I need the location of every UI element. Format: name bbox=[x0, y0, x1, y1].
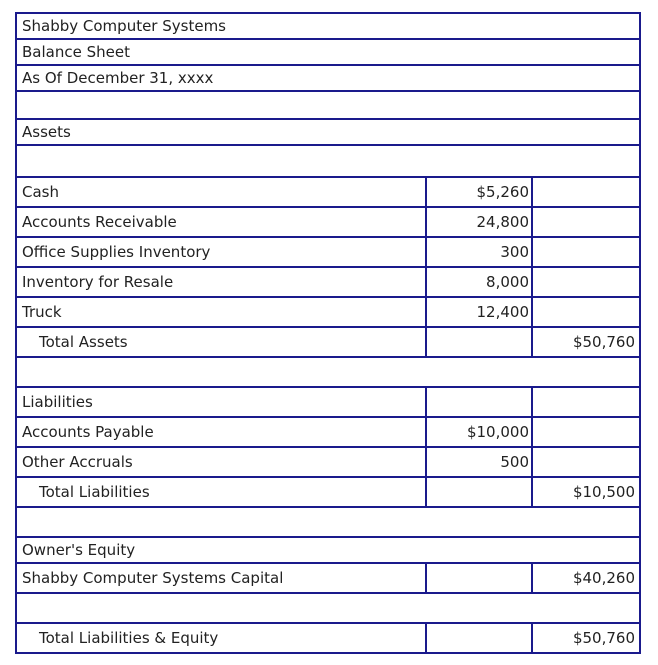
table-row bbox=[15, 236, 641, 268]
line-item-label: Office Supplies Inventory bbox=[22, 243, 211, 261]
blank-row bbox=[15, 144, 641, 178]
line-item-label-cell bbox=[15, 296, 429, 328]
table-row bbox=[15, 266, 641, 298]
amount-cell bbox=[425, 416, 535, 448]
total-liabilities-label-cell bbox=[15, 476, 429, 508]
line-item-amount: 12,400 bbox=[476, 303, 529, 321]
amount-cell bbox=[425, 266, 535, 298]
line-item-label: Truck bbox=[22, 303, 62, 321]
blank-cell bbox=[15, 506, 641, 538]
equity-heading: Owner's Equity bbox=[22, 541, 136, 559]
grand-total-label-cell bbox=[15, 622, 429, 654]
amount-cell bbox=[425, 176, 535, 208]
amount-cell bbox=[425, 236, 535, 268]
table-row bbox=[15, 206, 641, 238]
title-cell bbox=[15, 38, 641, 66]
assets-heading-cell bbox=[15, 118, 641, 146]
capital-label: Shabby Computer Systems Capital bbox=[22, 569, 284, 587]
total-liabilities-row bbox=[15, 476, 641, 508]
total-assets-row bbox=[15, 326, 641, 358]
amount-cell bbox=[425, 326, 535, 358]
assets-heading-row bbox=[15, 118, 641, 146]
date-cell bbox=[15, 64, 641, 92]
total-liabilities-amount: $10,500 bbox=[572, 483, 635, 501]
line-item-label: Accounts Receivable bbox=[22, 213, 177, 231]
company-cell bbox=[15, 12, 641, 40]
line-item-label-cell bbox=[15, 236, 429, 268]
blank-cell bbox=[15, 144, 641, 178]
capital-amount: $40,260 bbox=[572, 569, 635, 587]
capital-cell bbox=[531, 562, 641, 594]
liabilities-heading-cell bbox=[15, 386, 429, 418]
total-assets-label: Total Assets bbox=[39, 333, 128, 351]
title-row bbox=[15, 38, 641, 66]
amount-cell bbox=[425, 562, 535, 594]
liabilities-heading-row bbox=[15, 386, 641, 418]
table-row bbox=[15, 446, 641, 478]
table-row bbox=[15, 176, 641, 208]
line-item-label-cell bbox=[15, 446, 429, 478]
table-row bbox=[15, 296, 641, 328]
total-assets-amount: $50,760 bbox=[572, 333, 635, 351]
amount-cell bbox=[425, 296, 535, 328]
amount-cell bbox=[425, 476, 535, 508]
total-cell bbox=[531, 386, 641, 418]
total-cell bbox=[531, 236, 641, 268]
total-cell bbox=[531, 416, 641, 448]
assets-heading: Assets bbox=[22, 123, 71, 141]
line-item-amount: 8,000 bbox=[486, 273, 529, 291]
grand-total-row bbox=[15, 622, 641, 654]
line-item-label: Cash bbox=[22, 183, 59, 201]
amount-cell bbox=[425, 206, 535, 238]
liabilities-heading: Liabilities bbox=[22, 393, 93, 411]
statement-title: Balance Sheet bbox=[22, 43, 130, 61]
total-cell bbox=[531, 266, 641, 298]
amount-cell bbox=[425, 446, 535, 478]
total-cell bbox=[531, 446, 641, 478]
total-cell bbox=[531, 176, 641, 208]
grand-total-cell bbox=[531, 622, 641, 654]
amount-cell bbox=[425, 622, 535, 654]
equity-heading-row bbox=[15, 536, 641, 564]
equity-heading-cell bbox=[15, 536, 641, 564]
line-item-label: Other Accruals bbox=[22, 453, 133, 471]
line-item-label-cell bbox=[15, 266, 429, 298]
line-item-amount: 24,800 bbox=[476, 213, 529, 231]
blank-row bbox=[15, 592, 641, 624]
total-cell bbox=[531, 296, 641, 328]
table-row bbox=[15, 416, 641, 448]
line-item-label: Accounts Payable bbox=[22, 423, 154, 441]
amount-cell bbox=[425, 386, 535, 418]
blank-cell bbox=[15, 90, 641, 120]
total-cell bbox=[531, 206, 641, 238]
blank-cell bbox=[15, 592, 641, 624]
total-assets-cell bbox=[531, 326, 641, 358]
total-liabilities-cell bbox=[531, 476, 641, 508]
line-item-label-cell bbox=[15, 176, 429, 208]
total-assets-label-cell bbox=[15, 326, 429, 358]
line-item-label-cell bbox=[15, 206, 429, 238]
total-liabilities-label: Total Liabilities bbox=[39, 483, 150, 501]
company-name: Shabby Computer Systems bbox=[22, 17, 226, 35]
blank-row bbox=[15, 356, 641, 388]
line-item-amount: 500 bbox=[500, 453, 529, 471]
line-item-label: Inventory for Resale bbox=[22, 273, 174, 291]
statement-date: As Of December 31, xxxx bbox=[22, 69, 214, 87]
blank-row bbox=[15, 506, 641, 538]
line-item-amount: $10,000 bbox=[466, 423, 529, 441]
grand-total-amount: $50,760 bbox=[572, 629, 635, 647]
blank-cell bbox=[15, 356, 641, 388]
line-item-amount: 300 bbox=[500, 243, 529, 261]
date-row bbox=[15, 64, 641, 92]
line-item-amount: $5,260 bbox=[476, 183, 529, 201]
line-item-label-cell bbox=[15, 416, 429, 448]
company-row bbox=[15, 12, 641, 40]
capital-row bbox=[15, 562, 641, 594]
grand-total-label: Total Liabilities & Equity bbox=[39, 629, 219, 647]
blank-row bbox=[15, 90, 641, 120]
capital-label-cell bbox=[15, 562, 429, 594]
